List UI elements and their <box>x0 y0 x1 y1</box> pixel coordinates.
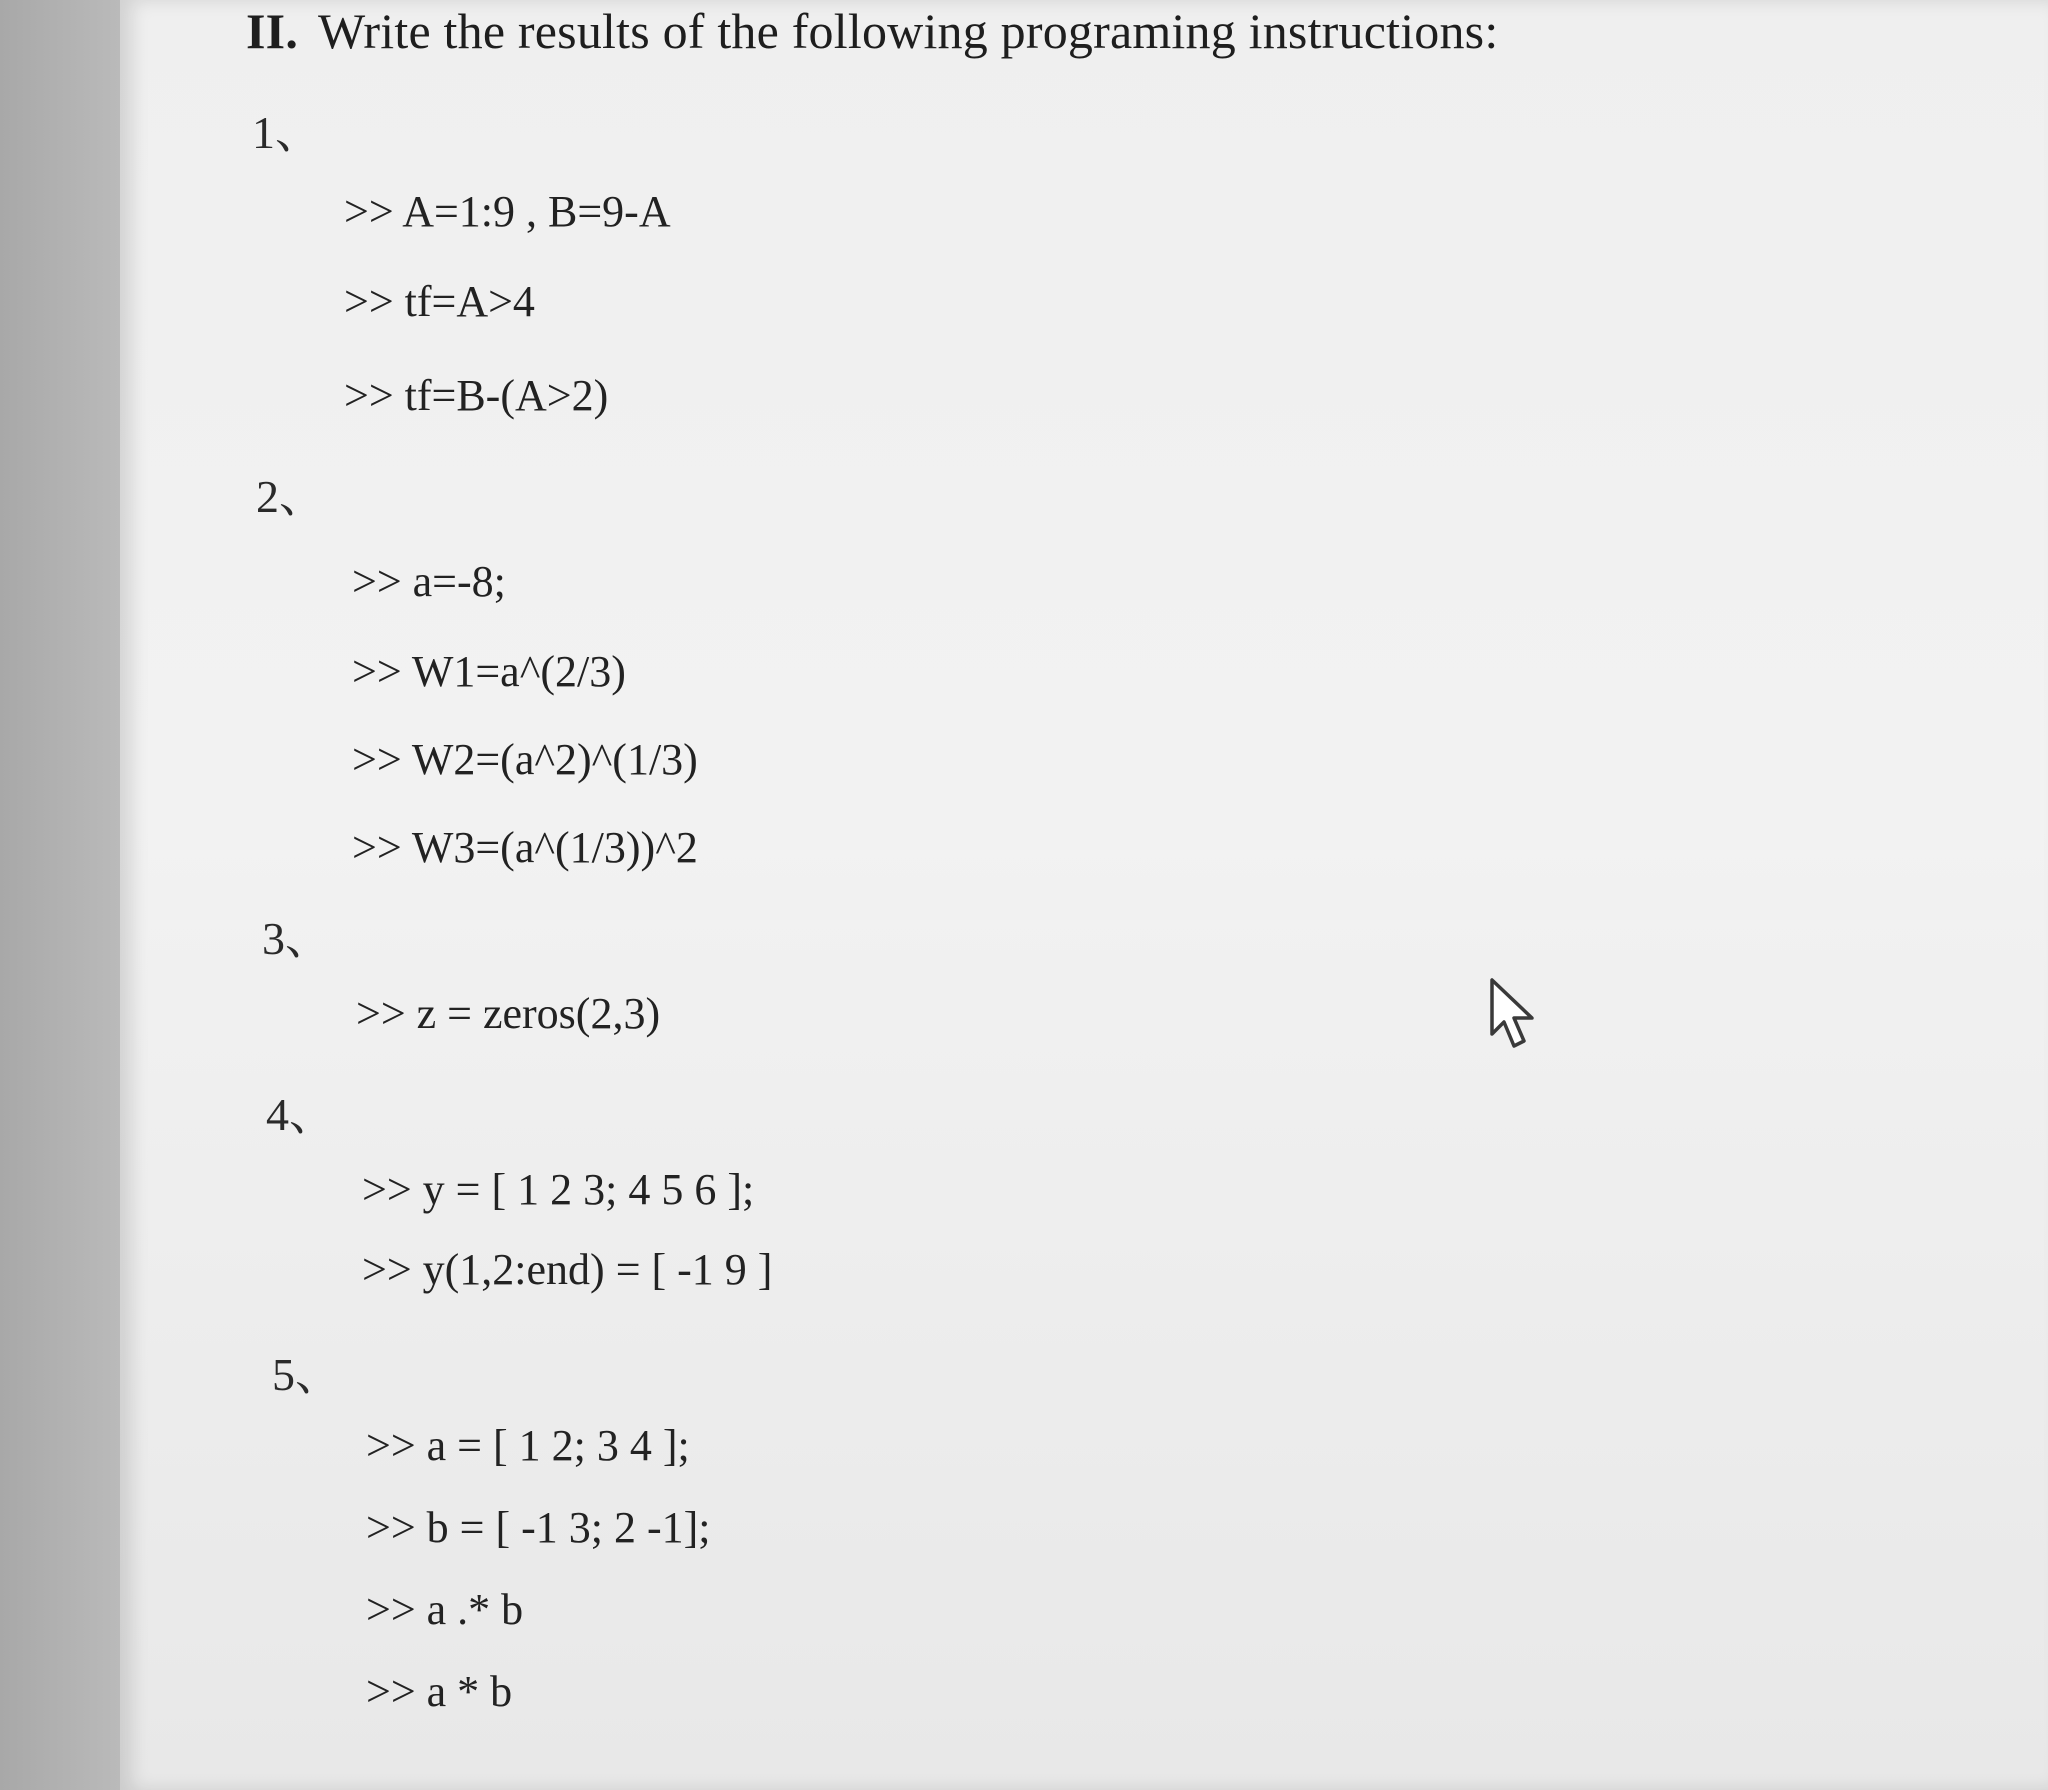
question-2-command-2: >> W1=a^(2/3) <box>352 647 626 696</box>
section-number: II. <box>246 3 299 59</box>
question-1-command-3: >> tf=B-(A>2) <box>344 371 609 420</box>
mouse-pointer-icon <box>1486 976 1546 1056</box>
question-2-command-3: >> W2=(a^2)^(1/3) <box>352 735 698 784</box>
question-1-command-2: >> tf=A>4 <box>344 277 535 326</box>
question-2-command-1: >> a=-8; <box>352 557 506 606</box>
question-number-4: 4、 <box>266 1089 335 1140</box>
question-4-command-2: >> y(1,2:end) = [ -1 9 ] <box>362 1245 773 1294</box>
question-number-3: 3、 <box>262 913 331 964</box>
question-number-1: 1、 <box>252 107 321 158</box>
question-number-5: 5、 <box>272 1349 341 1400</box>
section-heading <box>246 2 1498 60</box>
question-5-command-4: >> a * b <box>366 1667 513 1716</box>
section-title: Write the results of the following programing instructions: <box>318 3 1499 59</box>
question-4-command-1: >> y = [ 1 2 3; 4 5 6 ]; <box>362 1165 755 1214</box>
question-number-2: 2、 <box>256 471 325 522</box>
question-1-command-1: >> A=1:9 , B=9-A <box>344 187 671 236</box>
question-5-command-1: >> a = [ 1 2; 3 4 ]; <box>366 1421 690 1470</box>
question-2-command-4: >> W3=(a^(1/3))^2 <box>352 823 698 872</box>
question-3-command-1: >> z = zeros(2,3) <box>356 989 661 1038</box>
question-5-command-2: >> b = [ -1 3; 2 -1]; <box>366 1503 711 1552</box>
question-5-command-3: >> a .* b <box>366 1585 524 1634</box>
